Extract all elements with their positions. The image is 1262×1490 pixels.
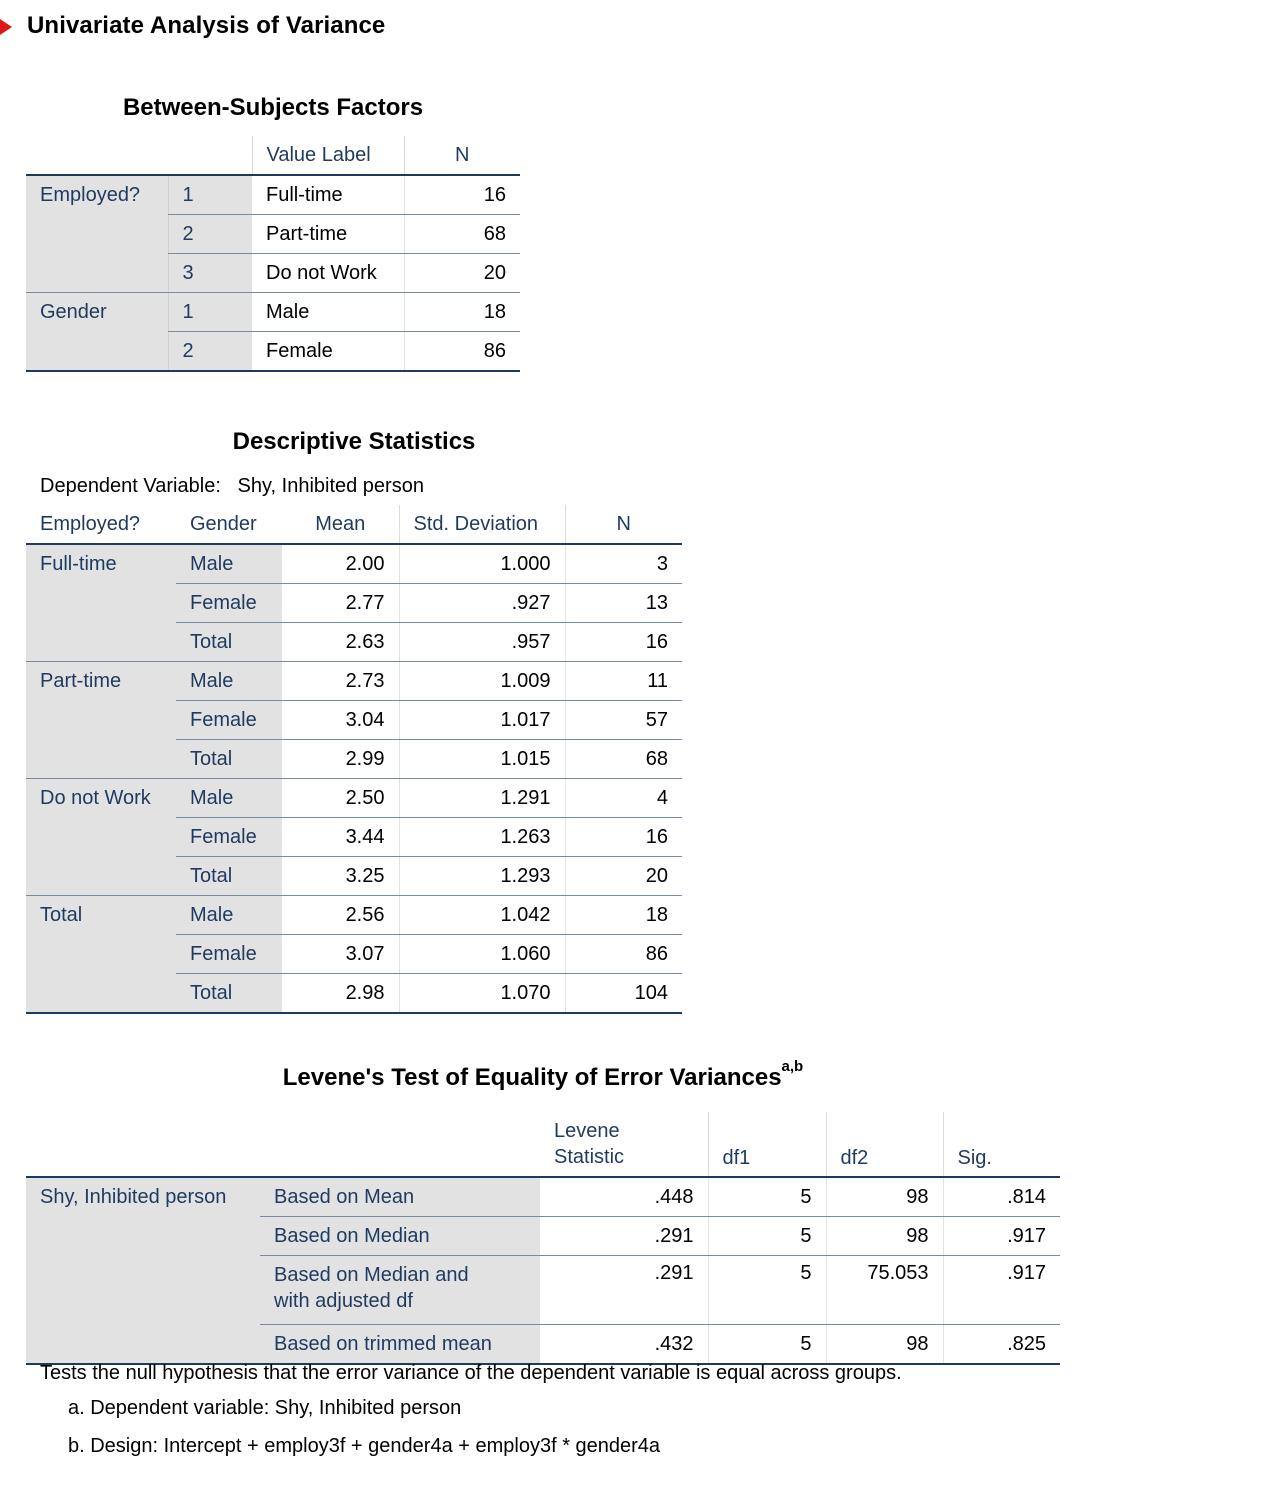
dependent-variable-label: Dependent Variable: bbox=[40, 475, 221, 497]
header-df1: df1 bbox=[708, 1112, 826, 1177]
sig-cell: .814 bbox=[943, 1177, 1060, 1217]
sd-cell: .957 bbox=[399, 623, 565, 662]
code-cell: 2 bbox=[168, 215, 252, 254]
table-row bbox=[26, 818, 682, 857]
between-subjects-table bbox=[26, 136, 520, 372]
red-arrow-icon bbox=[0, 19, 12, 35]
table-row bbox=[26, 175, 520, 215]
gender-cell: Male bbox=[176, 896, 282, 935]
footnote-a: a. Dependent variable: Shy, Inhibited person bbox=[68, 1397, 462, 1419]
mean-cell: 2.77 bbox=[282, 584, 399, 623]
sd-cell: 1.017 bbox=[399, 701, 565, 740]
n-cell: 16 bbox=[565, 623, 682, 662]
basis-cell: Based on Mean bbox=[260, 1177, 540, 1217]
footnote-b: b. Design: Intercept + employ3f + gender4a + employ3f * gender4a bbox=[68, 1435, 661, 1457]
factor-label: Gender bbox=[26, 293, 168, 332]
table-row bbox=[26, 332, 520, 372]
table-row bbox=[26, 935, 682, 974]
table-row bbox=[26, 740, 682, 779]
levene-title bbox=[26, 1058, 1060, 1092]
header-df2: df2 bbox=[826, 1112, 943, 1177]
n-cell: 20 bbox=[565, 857, 682, 896]
table-row bbox=[26, 974, 682, 1014]
sd-cell: 1.015 bbox=[399, 740, 565, 779]
mean-cell: 3.44 bbox=[282, 818, 399, 857]
n-cell: 11 bbox=[565, 662, 682, 701]
table-row bbox=[26, 779, 682, 818]
variable-label: Shy, Inhibited person bbox=[26, 1177, 260, 1217]
sd-cell: 1.263 bbox=[399, 818, 565, 857]
header-std-deviation: Std. Deviation bbox=[399, 505, 565, 544]
employed-label: Full-time bbox=[26, 544, 176, 584]
mean-cell: 2.50 bbox=[282, 779, 399, 818]
gender-cell: Total bbox=[176, 623, 282, 662]
table-row bbox=[26, 544, 682, 584]
sd-cell: 1.291 bbox=[399, 779, 565, 818]
mean-cell: 3.04 bbox=[282, 701, 399, 740]
levene-table bbox=[26, 1112, 1060, 1365]
n-cell: 57 bbox=[565, 701, 682, 740]
n-cell: 3 bbox=[565, 544, 682, 584]
gender-cell: Male bbox=[176, 779, 282, 818]
table-row bbox=[26, 701, 682, 740]
basis-cell: Based on Median bbox=[260, 1217, 540, 1256]
code-cell: 3 bbox=[168, 254, 252, 293]
value-label-cell: Male bbox=[252, 293, 404, 332]
basis-cell: Based on trimmed mean bbox=[260, 1325, 540, 1365]
code-cell: 1 bbox=[168, 175, 252, 215]
n-cell: 13 bbox=[565, 584, 682, 623]
value-label-cell: Part-time bbox=[252, 215, 404, 254]
page-title: Univariate Analysis of Variance bbox=[27, 12, 386, 39]
stat-cell: .291 bbox=[540, 1256, 708, 1325]
gender-cell: Female bbox=[176, 818, 282, 857]
header-employed: Employed? bbox=[26, 505, 176, 544]
df2-cell: 98 bbox=[826, 1217, 943, 1256]
levene-title-text: Levene's Test of Equality of Error Variances bbox=[282, 1064, 782, 1091]
n-cell: 16 bbox=[404, 175, 520, 215]
df1-cell: 5 bbox=[708, 1177, 826, 1217]
basis-cell bbox=[260, 1256, 540, 1325]
mean-cell: 2.00 bbox=[282, 544, 399, 584]
header-stat-line2: Statistic bbox=[554, 1146, 625, 1168]
basis-line1: Based on Median and bbox=[274, 1264, 469, 1286]
value-label-cell: Female bbox=[252, 332, 404, 372]
code-cell: 2 bbox=[168, 332, 252, 372]
sd-cell: 1.070 bbox=[399, 974, 565, 1014]
stat-cell: .432 bbox=[540, 1325, 708, 1365]
df1-cell: 5 bbox=[708, 1325, 826, 1365]
df2-cell: 75.053 bbox=[826, 1256, 943, 1325]
table-row bbox=[26, 1325, 1060, 1365]
between-subjects-title: Between-Subjects Factors bbox=[122, 94, 424, 121]
n-cell: 68 bbox=[565, 740, 682, 779]
gender-cell: Female bbox=[176, 701, 282, 740]
header-value-label: Value Label bbox=[252, 136, 404, 175]
gender-cell: Total bbox=[176, 974, 282, 1014]
code-cell: 1 bbox=[168, 293, 252, 332]
table-header-row bbox=[26, 1112, 1060, 1177]
df2-cell: 98 bbox=[826, 1177, 943, 1217]
sd-cell: 1.042 bbox=[399, 896, 565, 935]
sd-cell: 1.000 bbox=[399, 544, 565, 584]
sd-cell: .927 bbox=[399, 584, 565, 623]
mean-cell: 2.98 bbox=[282, 974, 399, 1014]
value-label-cell: Full-time bbox=[252, 175, 404, 215]
mean-cell: 2.73 bbox=[282, 662, 399, 701]
gender-cell: Total bbox=[176, 857, 282, 896]
gender-cell: Male bbox=[176, 662, 282, 701]
mean-cell: 2.63 bbox=[282, 623, 399, 662]
header-sig: Sig. bbox=[943, 1112, 1060, 1177]
dependent-variable-value: Shy, Inhibited person bbox=[237, 475, 424, 497]
header-n: N bbox=[404, 136, 520, 175]
gender-cell: Male bbox=[176, 544, 282, 584]
stat-cell: .291 bbox=[540, 1217, 708, 1256]
header-stat-line1: Levene bbox=[554, 1120, 620, 1142]
gender-cell: Total bbox=[176, 740, 282, 779]
n-cell: 68 bbox=[404, 215, 520, 254]
sig-cell: .917 bbox=[943, 1217, 1060, 1256]
n-cell: 104 bbox=[565, 974, 682, 1014]
mean-cell: 2.56 bbox=[282, 896, 399, 935]
mean-cell: 2.99 bbox=[282, 740, 399, 779]
employed-label: Part-time bbox=[26, 662, 176, 701]
mean-cell: 3.25 bbox=[282, 857, 399, 896]
gender-cell: Female bbox=[176, 935, 282, 974]
value-label-cell: Do not Work bbox=[252, 254, 404, 293]
table-row bbox=[26, 1256, 1060, 1325]
descriptives-title: Descriptive Statistics bbox=[232, 428, 476, 455]
dependent-variable-line bbox=[40, 475, 424, 498]
sd-cell: 1.293 bbox=[399, 857, 565, 896]
n-cell: 86 bbox=[565, 935, 682, 974]
table-row bbox=[26, 662, 682, 701]
header-n: N bbox=[565, 505, 682, 544]
table-row bbox=[26, 1217, 1060, 1256]
descriptives-table bbox=[26, 505, 682, 1014]
employed-label: Do not Work bbox=[26, 779, 176, 818]
n-cell: 16 bbox=[565, 818, 682, 857]
header-mean: Mean bbox=[282, 505, 399, 544]
df2-cell: 98 bbox=[826, 1325, 943, 1365]
n-cell: 4 bbox=[565, 779, 682, 818]
df1-cell: 5 bbox=[708, 1217, 826, 1256]
table-row bbox=[26, 254, 520, 293]
header-levene-statistic bbox=[540, 1112, 708, 1177]
df1-cell: 5 bbox=[708, 1256, 826, 1325]
sd-cell: 1.060 bbox=[399, 935, 565, 974]
footnote-main: Tests the null hypothesis that the error variance of the dependent variable is equal across groups. bbox=[40, 1362, 902, 1384]
sd-cell: 1.009 bbox=[399, 662, 565, 701]
table-row bbox=[26, 857, 682, 896]
header-gender: Gender bbox=[176, 505, 282, 544]
sig-cell: .917 bbox=[943, 1256, 1060, 1325]
table-header-row bbox=[26, 136, 520, 175]
table-row bbox=[26, 623, 682, 662]
table-row bbox=[26, 1177, 1060, 1217]
factor-label: Employed? bbox=[26, 175, 168, 215]
n-cell: 86 bbox=[404, 332, 520, 372]
gender-cell: Female bbox=[176, 584, 282, 623]
basis-line2: with adjusted df bbox=[274, 1290, 413, 1312]
levene-title-superscript: a,b bbox=[781, 1058, 804, 1075]
sig-cell: .825 bbox=[943, 1325, 1060, 1365]
n-cell: 20 bbox=[404, 254, 520, 293]
n-cell: 18 bbox=[404, 293, 520, 332]
table-row bbox=[26, 896, 682, 935]
employed-label: Total bbox=[26, 896, 176, 935]
table-row bbox=[26, 584, 682, 623]
stat-cell: .448 bbox=[540, 1177, 708, 1217]
n-cell: 18 bbox=[565, 896, 682, 935]
table-header-row bbox=[26, 505, 682, 544]
mean-cell: 3.07 bbox=[282, 935, 399, 974]
table-row bbox=[26, 293, 520, 332]
table-row bbox=[26, 215, 520, 254]
